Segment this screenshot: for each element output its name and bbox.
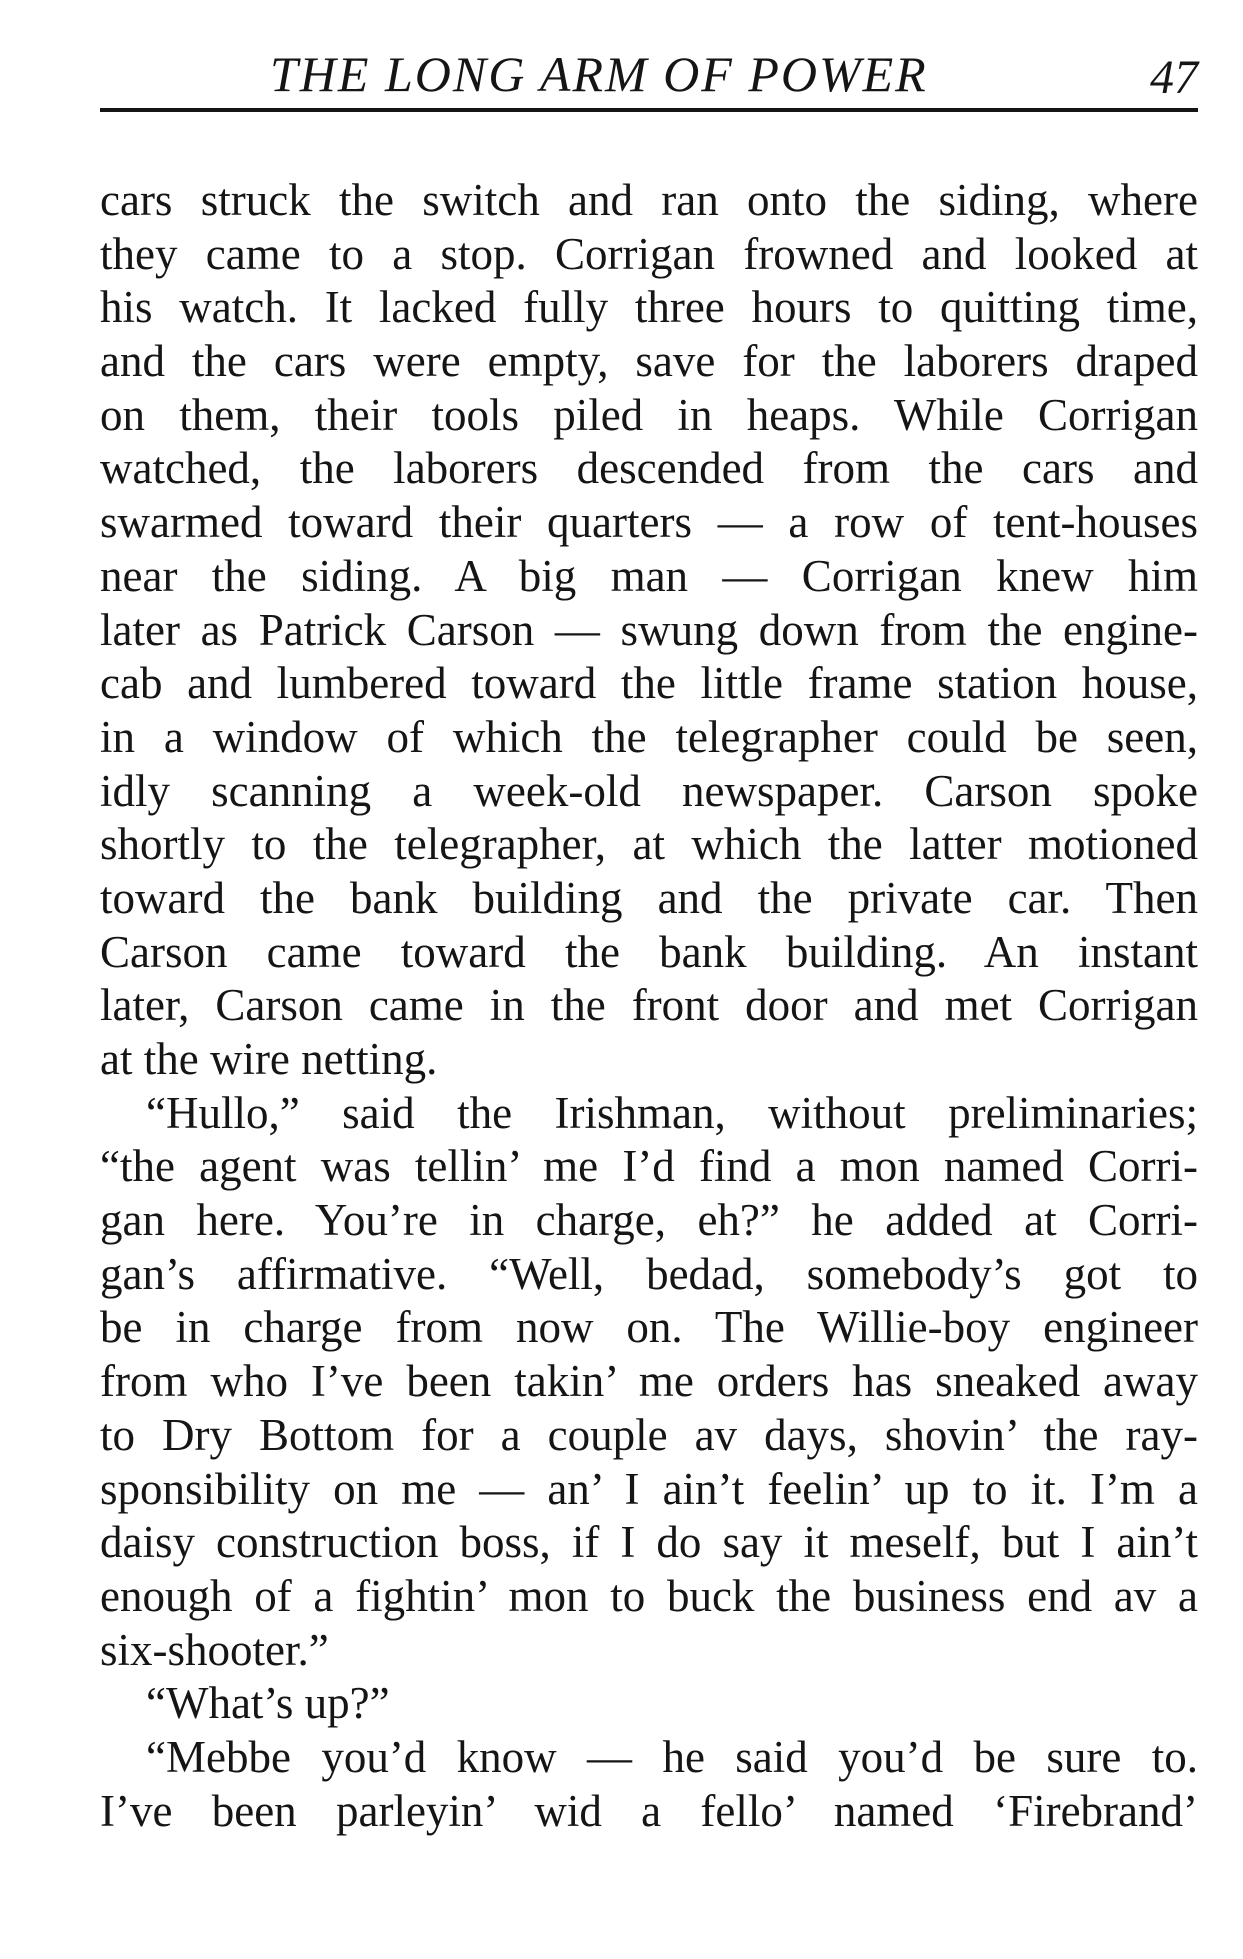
text-line: sponsibility on me — an’ I ain’t feelin’ up to it. I’m a	[100, 1463, 1198, 1514]
text-line: gan’s affirmative. “Well, bedad, somebody’s got to	[100, 1248, 1198, 1299]
text-line: cab and lumbered toward the little frame station house,	[100, 658, 1198, 709]
text-line: later as Patrick Carson — swung down from the engine-	[100, 604, 1198, 655]
text-line: “the agent was tellin’ me I’d find a mon named Corri-	[100, 1141, 1198, 1192]
text-line: I’ve been parleyin’ wid a fello’ named ‘Firebrand’	[100, 1785, 1198, 1836]
text-line: be in charge from now on. The Willie-boy engineer	[100, 1302, 1198, 1353]
text-line: and the cars were empty, save for the laborers draped	[100, 336, 1198, 387]
text-line: “Hullo,” said the Irishman, without preliminaries;	[146, 1087, 1198, 1138]
text-line: at the wire netting.	[100, 1034, 438, 1084]
text-line: near the siding. A big man — Corrigan knew him	[100, 550, 1198, 601]
text-line: watched, the laborers descended from the cars and	[100, 443, 1198, 494]
page-number: 47	[1150, 51, 1198, 104]
text-line: toward the bank building and the private car. Then	[100, 872, 1198, 923]
text-line: gan here. You’re in charge, eh?” he added at Corri-	[100, 1195, 1198, 1246]
text-line: Carson came toward the bank building. An instant	[100, 926, 1198, 977]
text-line: six-shooter.”	[100, 1624, 329, 1675]
text-line: daisy construction boss, if I do say it meself, but I ain’t	[100, 1517, 1198, 1568]
text-line: from who I’ve been takin’ me orders has sneaked away	[100, 1356, 1198, 1407]
header-rule	[100, 108, 1198, 112]
running-title: THE LONG ARM OF POWER	[270, 46, 928, 102]
text-line: on them, their tools piled in heaps. While Corrigan	[100, 389, 1198, 440]
text-line: cars struck the switch and ran onto the siding, where	[100, 175, 1198, 225]
text-line: “Mebbe you’d know — he said you’d be sure to.	[146, 1731, 1198, 1782]
text-line: in a window of which the telegrapher could be seen,	[100, 711, 1198, 762]
body-text	[100, 174, 1198, 1838]
text-line: they came to a stop. Corrigan frowned and looked at	[100, 228, 1198, 279]
text-line: his watch. It lacked fully three hours to quitting time,	[100, 282, 1198, 333]
text-line: idly scanning a week-old newspaper. Carson spoke	[100, 765, 1198, 816]
text-line: later, Carson came in the front door and met Corrigan	[100, 980, 1198, 1031]
text-line: enough of a fightin’ mon to buck the business end av a	[100, 1570, 1198, 1621]
text-line: swarmed toward their quarters — a row of tent-houses	[100, 497, 1198, 548]
text-line: “What’s up?”	[146, 1678, 390, 1729]
text-line: to Dry Bottom for a couple av days, shovin’ the ray-	[100, 1409, 1198, 1460]
page-header	[100, 38, 1198, 108]
text-line: shortly to the telegrapher, at which the latter motioned	[100, 819, 1198, 870]
